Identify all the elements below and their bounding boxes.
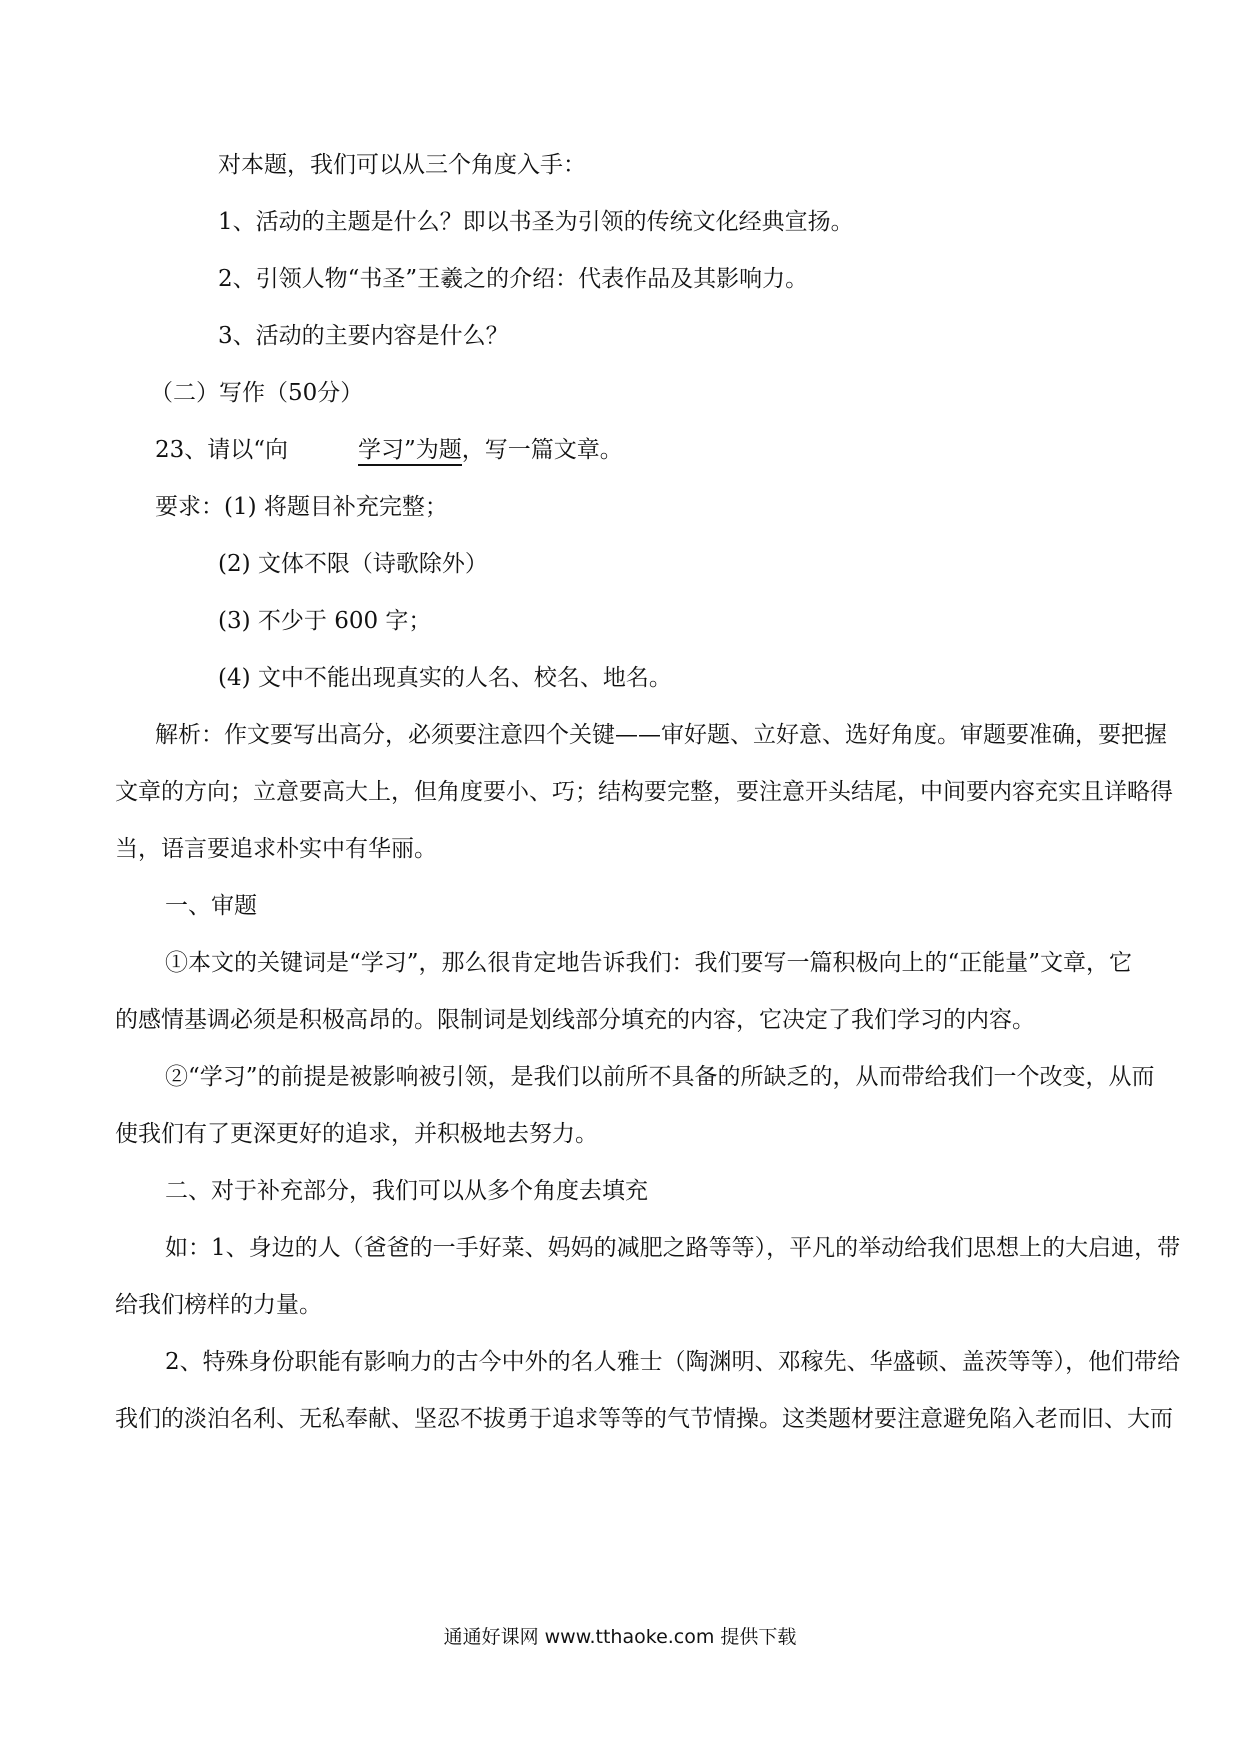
- example-1-line-2: 给我们榜样的力量。: [115, 1292, 322, 1318]
- example-2-line-2: 我们的淡泊名利、无私奉献、坚忍不拔勇于追求等等的气节情操。这类题材要注意避免陷入老而旧、大而: [115, 1406, 1173, 1432]
- review-point-2-line-2: 使我们有了更深更好的追求，并积极地去努力。: [115, 1121, 598, 1147]
- analysis-line-2: 文章的方向；立意要高大上，但角度要小、巧；结构要完整，要注意开头结尾，中间要内容充实且详略得: [115, 779, 1173, 805]
- section-heading-writing: （二）写作（50分）: [150, 380, 364, 406]
- analysis-line-1: 解析：作文要写出高分，必须要注意四个关键——审好题、立好意、选好角度。审题要准确，要把握: [155, 722, 1167, 748]
- heading-review: 一、审题: [165, 893, 257, 919]
- example-1-line-1: 如：1、身边的人（爸爸的一手好菜、妈妈的减肥之路等等），平凡的举动给我们思想上的大启迪，带: [165, 1235, 1181, 1261]
- requirement-2: (2) 文体不限（诗歌除外）: [218, 551, 488, 577]
- example-2-line-1: 2、特殊身份职能有影响力的古今中外的名人雅士（陶渊明、邓稼先、华盛顿、盖茨等等），他们带给: [165, 1349, 1181, 1375]
- question-suffix: ，写一篇文章。: [461, 437, 623, 463]
- review-point-2-line-1: ②“学习”的前提是被影响被引领，是我们以前所不具备的所缺乏的，从而带给我们一个改变，从而: [165, 1064, 1155, 1090]
- requirement-1: 要求：(1) 将题目补充完整；: [155, 494, 448, 520]
- list-item-1: 1、活动的主题是什么？即以书圣为引领的传统文化经典宣扬。: [218, 209, 854, 235]
- underlined-title-part: 学习”为题: [358, 437, 462, 466]
- heading-supplement: 二、对于补充部分，我们可以从多个角度去填充: [165, 1178, 648, 1204]
- review-point-1-line-2: 的感情基调必须是积极高昂的。限制词是划线部分填充的内容，它决定了我们学习的内容。: [115, 1007, 1035, 1033]
- page-footer: 通通好课网 www.tthaoke.com 提供下载: [443, 1626, 797, 1648]
- question-prefix: 23、请以“向: [155, 437, 289, 463]
- analysis-line-3: 当，语言要追求朴实中有华丽。: [115, 836, 437, 862]
- question-23: [155, 435, 623, 465]
- review-point-1-line-1: ①本文的关键词是“学习”，那么很肯定地告诉我们：我们要写一篇积极向上的“正能量”文章，它: [165, 950, 1133, 976]
- paragraph-intro: 对本题，我们可以从三个角度入手：: [218, 152, 586, 178]
- list-item-2: 2、引领人物“书圣”王羲之的介绍：代表作品及其影响力。: [218, 266, 809, 292]
- requirement-3: (3) 不少于 600 字；: [218, 608, 432, 634]
- requirement-4: (4) 文中不能出现真实的人名、校名、地名。: [218, 665, 672, 691]
- list-item-3: 3、活动的主要内容是什么？: [218, 323, 509, 349]
